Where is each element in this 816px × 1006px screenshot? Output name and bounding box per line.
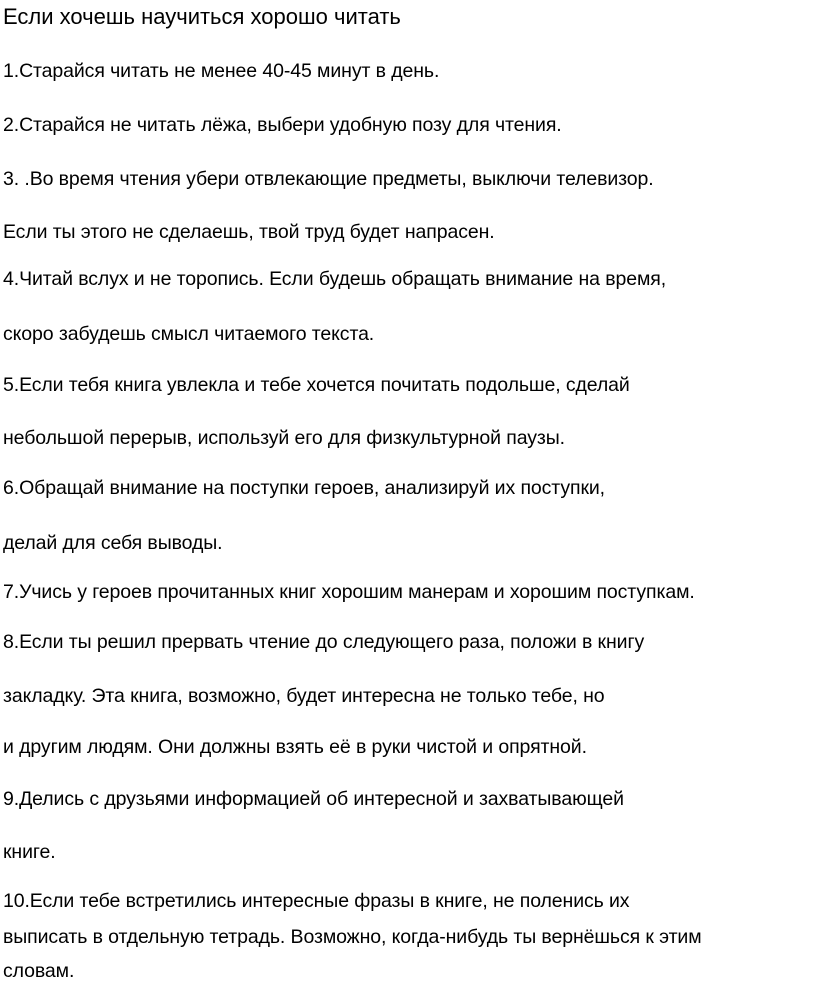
text-line-14: и другим людям. Они должны взять её в руки чистой и опрятной. [3,736,587,758]
text-line-19: словам. [3,960,75,982]
text-line-2: 2.Старайся не читать лёжа, выбери удобную позу для чтения. [3,114,562,136]
text-line-7: 5.Если тебя книга увлекла и тебе хочется почитать подольше, сделай [3,374,630,396]
document-title: Если хочешь научиться хорошо читать [3,4,401,29]
text-line-4: Если ты этого не сделаешь, твой труд будет напрасен. [3,221,495,243]
text-line-15: 9.Делись с друзьями информацией об интересной и захватывающей [3,788,624,810]
text-line-12: 8.Если ты решил прервать чтение до следующего раза, положи в книгу [3,631,645,653]
text-line-11: 7.Учись у героев прочитанных книг хорошим манерам и хорошим поступкам. [3,581,695,603]
text-line-18: выписать в отдельную тетрадь. Возможно, когда-нибудь ты вернёшься к этим [3,926,702,948]
text-line-6: скоро забудешь смысл читаемого текста. [3,323,375,345]
text-line-10: делай для себя выводы. [3,532,223,554]
text-line-16: книге. [3,841,56,863]
text-line-9: 6.Обращай внимание на поступки героев, анализируй их поступки, [3,477,605,499]
text-line-1: 1.Старайся читать не менее 40-45 минут в день. [3,60,440,82]
text-line-13: закладку. Эта книга, возможно, будет интересна не только тебе, но [3,685,605,707]
text-line-5: 4.Читай вслух и не торопись. Если будешь обращать внимание на время, [3,268,667,290]
text-line-8: небольшой перерыв, используй его для физкультурной паузы. [3,427,565,449]
text-line-17: 10.Если тебе встретились интересные фразы в книге, не поленись их [3,890,630,912]
text-line-3: 3. .Во время чтения убери отвлекающие предметы, выключи телевизор. [3,168,654,190]
